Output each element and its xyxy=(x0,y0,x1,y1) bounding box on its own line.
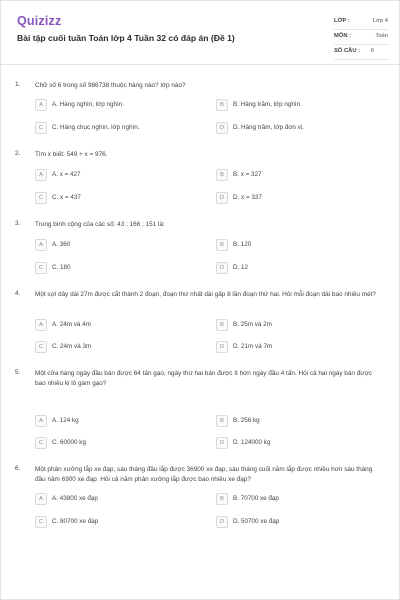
option-text: B. 256 kg xyxy=(233,417,260,424)
question-text: Một cửa hàng ngày đầu bán được 64 tấn gạo, ngày thứ hai bán được ít hơn ngày đầu 4 tấn. Hỏi cả hai ngày bán được bao nhiêu ki lô gam gạo? xyxy=(35,370,372,387)
option-text: A. 43800 xe đạp xyxy=(52,495,98,502)
option-letter-box: D xyxy=(216,262,228,274)
option-letter-box: A xyxy=(35,319,47,331)
option-text: A. 360 xyxy=(52,241,71,248)
quizizz-logo: Quizizz xyxy=(17,14,62,28)
question-number: 6. xyxy=(15,465,21,472)
option-text: A. 24m và 4m xyxy=(52,321,91,328)
question-text: Chữ số 6 trong số 986738 thuộc hàng nào? lớp nào? xyxy=(35,82,186,89)
meta-label-question-count: SỐ CÂU : xyxy=(334,48,361,54)
option-text: C. 24m và 3m xyxy=(52,343,92,350)
option-letter-box: C xyxy=(35,192,47,204)
meta-value-class: Lớp 4 xyxy=(372,18,388,24)
option-text: B. Hàng trăm, lớp nghìn. xyxy=(233,101,302,108)
option-text: D. 21m và 7m xyxy=(233,343,273,350)
option-letter-box: A xyxy=(35,415,47,427)
question-number: 3. xyxy=(15,220,21,227)
option-text: B. 120 xyxy=(233,241,252,248)
option-text: C. x = 437 xyxy=(52,194,81,201)
option-text: A. x = 427 xyxy=(52,171,81,178)
option-letter-box: B xyxy=(216,169,228,181)
option-letter-box: D xyxy=(216,341,228,353)
option-text: C. 180 xyxy=(52,264,71,271)
option-text: D. x = 337 xyxy=(233,194,262,201)
option-letter-box: D xyxy=(216,122,228,134)
option-letter-box: A xyxy=(35,239,47,251)
option-letter-box: D xyxy=(216,437,228,449)
option-letter-box: A xyxy=(35,99,47,111)
option-text: B. 25m và 2m xyxy=(233,321,272,328)
worksheet-header xyxy=(1,1,400,65)
option-letter-box: B xyxy=(216,239,228,251)
option-letter-box: C xyxy=(35,516,47,528)
question-number: 4. xyxy=(15,290,21,297)
option-text: D. Hàng trăm, lớp đơn vị. xyxy=(233,124,304,131)
option-letter-box: D xyxy=(216,192,228,204)
option-text: C. 60000 kg xyxy=(52,439,86,446)
meta-value-question-count: 6 xyxy=(370,48,374,54)
question-text: Tìm x biết: 549 + x = 976. xyxy=(35,151,108,158)
option-letter-box: D xyxy=(216,516,228,528)
option-text: D. 50700 xe đạp xyxy=(233,518,280,525)
meta-value-subject: Toán xyxy=(375,33,388,39)
option-text: A. Hàng nghìn, lớp nghìn. xyxy=(52,101,125,108)
worksheet-title: Bài tập cuối tuần Toán lớp 4 Tuần 32 có đáp án (Đề 1) xyxy=(17,33,235,43)
option-text: D. 124000 kg xyxy=(233,439,271,446)
option-text: C. 80700 xe đạp xyxy=(52,518,99,525)
option-letter-box: C xyxy=(35,341,47,353)
meta-label-class: LỚP : xyxy=(334,18,350,24)
option-letter-box: A xyxy=(35,493,47,505)
option-letter-box: C xyxy=(35,122,47,134)
question-number: 5. xyxy=(15,369,21,376)
option-text: C. Hàng chục nghìn, lớp nghìn. xyxy=(52,124,140,131)
meta-row-class xyxy=(334,15,388,30)
option-letter-box: C xyxy=(35,437,47,449)
option-text: D. 12 xyxy=(233,264,249,271)
option-letter-box: B xyxy=(216,415,228,427)
question-text: Trung bình cộng của các số: 43 ; 166 ; 151 là: xyxy=(35,221,165,228)
option-letter-box: B xyxy=(216,319,228,331)
option-text: A. 124 kg xyxy=(52,417,79,424)
question-text: Một sợi dây dài 27m được cắt thành 2 đoạn, đoạn thứ nhất dài gấp 8 lần đoạn thứ hai. Hỏi mỗi đoạn dài bao nhiêu mét? xyxy=(35,291,376,298)
option-letter-box: B xyxy=(216,99,228,111)
meta-label-subject: MÔN : xyxy=(334,33,352,39)
question-text: Một phân xưởng lắp xe đạp, sáu tháng đầu lắp được 36900 xe đạp, sáu tháng cuối năm lắp được nhiều hơn sáu tháng đầu năm 6900 xe đạp. Hỏi cả năm phân xưởng lắp được bao nhiêu xe đạp? xyxy=(35,466,373,483)
meta-row-question-count xyxy=(334,45,388,60)
question-number: 1. xyxy=(15,81,21,88)
worksheet-meta xyxy=(334,15,388,60)
option-letter-box: A xyxy=(35,169,47,181)
option-letter-box: B xyxy=(216,493,228,505)
meta-row-subject xyxy=(334,30,388,45)
option-letter-box: C xyxy=(35,262,47,274)
option-text: B. 70700 xe đạp xyxy=(233,495,279,502)
option-text: B. x = 327 xyxy=(233,171,262,178)
question-number: 2. xyxy=(15,150,21,157)
